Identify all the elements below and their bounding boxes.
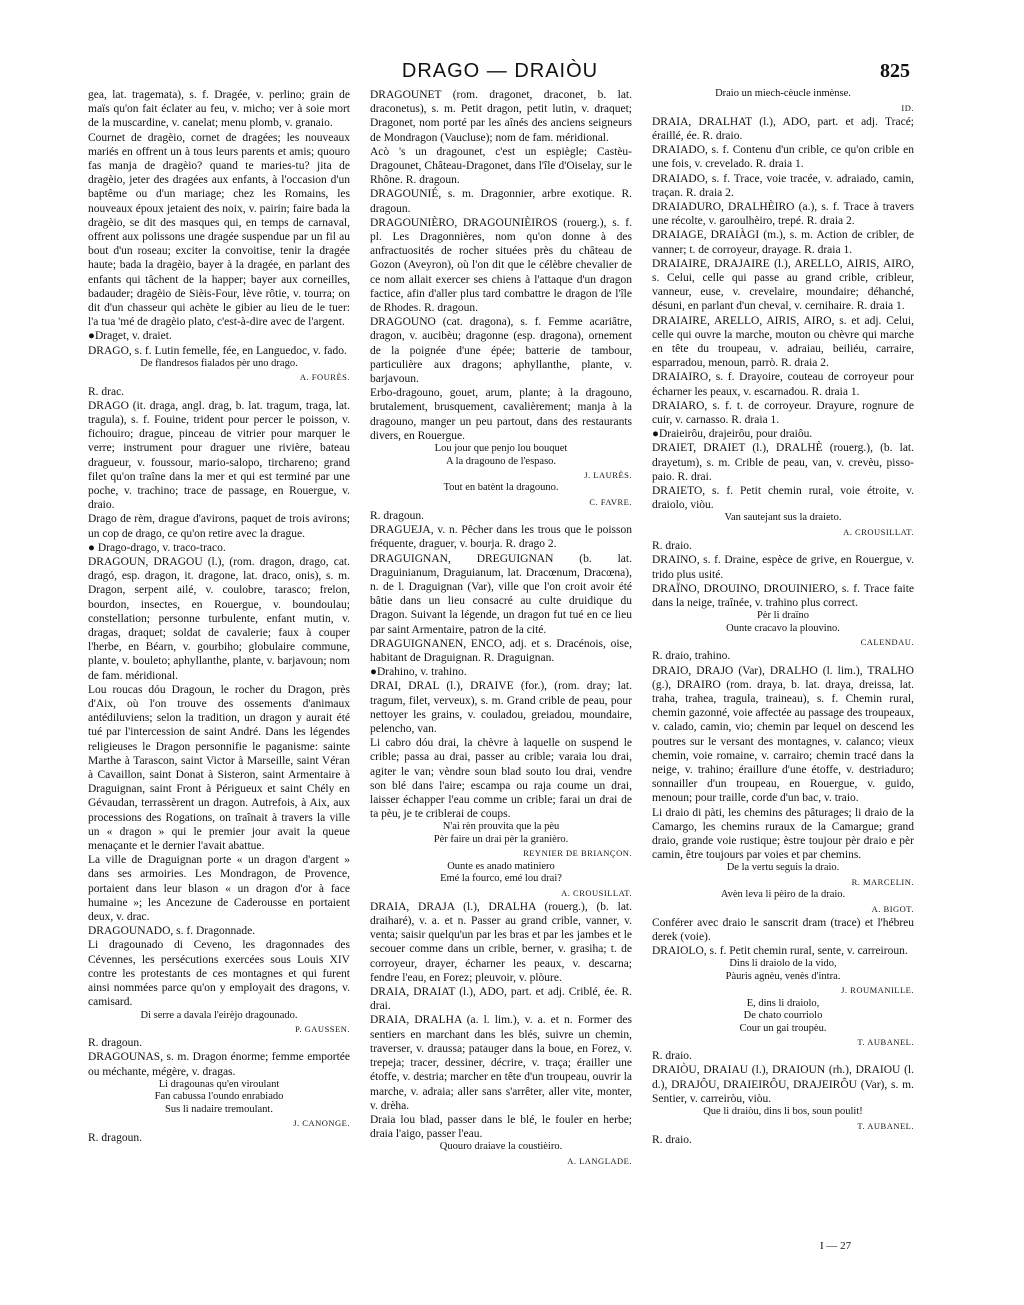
dictionary-entry: DRAGOUNO (cat. dragona), s. f. Femme acariâtre, dragon, v. aucibèu; dragonne (esp. dragona), ornement de la poignée d'une épée; batterie de tambour, particulière aux dragons; aphyllanthe, plante, v. barjavoun. — [370, 316, 632, 386]
citation-verse: Tout en batènt la dragouno. — [443, 482, 559, 494]
dictionary-entry: DRAGOUNIÈRO, DRAGOUNIÈIROS (rouerg.), s. f. pl. Les Dragonnières, nom qu'on donne à des anfractuosités de rocher situées près du château de Gozon (Aveyron), où l'on dit que le célèbre chevalier de ce nom allait exercer ses chiens à l'attaque d'un dragon factice, afin d'aller plus tard combattre le dragon de l'île de Rhodes. R. dragoun. — [370, 216, 632, 315]
dictionary-entry: DRAIA, DRAJA (l.), DRALHA (rouerg.), (b. lat. draiharé), v. a. et n. Passer au grand crible, vanner, v. venta; saisir quelqu'un par les bras et par les jambes et le secouer comme dans un crible, berner, v. grasiha; t. de corroyeur, drayer, écharner les peaux, v. descarna; fendre l'eau, en Forez; pleuvoir, v. plòure. — [370, 900, 632, 984]
dictionary-entry: R. drac. — [88, 385, 125, 398]
citation-author: A. BIGOT. — [871, 903, 914, 914]
dictionary-entry: Li draio di pàti, les chemins des pâturages; li draio de la Camargo, les chemins ruraux de la Camargue; grand draio, grande voie rustique; èstre toujour pèr draio e pèr camin, être toujours par voies et par chemins. — [652, 806, 914, 862]
dictionary-entry: La ville de Draguignan porte « un dragon d'argent » dans ses armoiries. Les Mondragon, de Provence, portaient dans leur blason « un dragon d'or à face humaine »; les Ancezune de Caderousse en portaient deux, v. drac. — [88, 854, 350, 924]
dictionary-entry: DRAIAIRO, s. f. Drayoire, couteau de corroyeur pour écharner les peaux, v. escarnadou. R. draia 1. — [652, 371, 914, 398]
dictionary-entry: ● Drago-drago, v. traco-traco. — [88, 541, 226, 554]
dictionary-entry: DRAGUIGNANEN, ENCO, adj. et s. Dracénois, oise, habitant de Draguignan. R. Draguignan. — [370, 637, 632, 665]
dictionary-entry: ●Drahino, v. trahino. — [370, 666, 467, 679]
dictionary-entry: Li dragounado di Ceveno, les dragonnades des Cévennes, les persécutions exercées sous Louis XIV contre les protestants de ces montagnes et qui furent ainsi nommées parce qu'on y employait des dragons, v. camisard. — [88, 939, 350, 1009]
citation-verse: Lou jour que penjo lou bouquet A la dragouno de l'espaso. — [434, 443, 568, 467]
dictionary-entry: DRAIO, DRAJO (Var), DRALHO (l. lim.), TRALHO (g.), DRAIRO (rom. draya, b. lat. draya, dreissa, lat. traha, trahea, tragula, traineau), s. f. Chemin rural, chemin gazonné, voie affectée au passage des troupeaux, v. calado, camin, vio; chemin par lequel on descend les poutres sur le versant des montagnes, v. calanco; vieux chemin, voie romaine, v. carrairo; chemin tracé dans la neige, v. trahino; éraillure d'une étoffe, v. destriaduro; sonnailler d'un troupeau, en Rouergue, v. guido, menoun; pour traille, corde d'un bac, v. traio. — [652, 664, 914, 805]
citation-verse: Ounte es anado matiniero Emé la fourco, emé lou drai? — [440, 860, 562, 885]
citation-verse: N'ai rèn prouvita que la pèu Pèr faire un drai pèr la granièro. — [433, 821, 569, 845]
citation-verse: Van sautejant sus la draieto. — [724, 512, 842, 524]
dictionary-entry: DRAGOUNADO, s. f. Dragonnade. — [88, 925, 256, 938]
dictionary-entry: R. draio. — [652, 1133, 692, 1146]
dictionary-entry: DRAGOUNET (rom. dragonet, draconet, b. lat. draconetus), s. m. Petit dragon, petit lutin, v. draquet; Dragonet, nom porté par les aînés des anciens seigneurs de Mondragon (Vaucluse); nom de fam. méridional. — [370, 89, 632, 144]
dictionary-entry: DRAGO, s. f. Lutin femelle, fée, en Languedoc, v. fado. — [88, 344, 347, 357]
column-3 — [652, 88, 914, 1147]
dictionary-entry: DRAGO (it. draga, angl. drag, b. lat. tragum, traga, lat. tragula), s. f. Fouine, trident pour percer le poisson, v. fichouiro; drague, pinceau de vitrier pour marquer le verre; instrument pour draguer une rivière, bateau dragueur, v. foussour, mario-salopo, tirchareno; grand filet qu'on traîne dans la mer et qui est terminé par une poche, v. trachino; trace de passage, en Rouergue, v. draio. — [88, 399, 350, 512]
dictionary-entry: DRAGUIGNAN, DREGUIGNAN (b. lat. Draguinianum, Draguianum, lat. Dracœnum, Dracœna), n. de l. Draguignan (Var), ville que l'on croit avoir été bâtie dans un lieu consacré au culte druidique du Dragon. Suivant la légende, un dragon fut tué en ce lieu par saint Armentaire, patron de la cité. — [370, 552, 632, 636]
dictionary-entry: DRAI, DRAL (l.), DRAIVE (for.), (rom. dray; lat. tragum, filet, verveux), s. m. Grand crible de peau, pour nettoyer les grains, v. couladou, greiadou, moundaire, pelencho, van. — [370, 680, 632, 736]
dictionary-entry: ●Draget, v. draiet. — [88, 330, 172, 343]
citation-verse: Que li draiòu, dins li bos, soun poulit! — [703, 1106, 863, 1118]
dictionary-entry: Li cabro dóu drai, la chèvre à laquelle on suspend le crible; passa au drai, passer au crible; varaia lou drai, agiter le van; vèndre soun blad souto lou drai, vendre son blé dans l'aire; escampa ou raja coume un drai, laisser échapper l'eau comme un crible; farai un drai de ta pèu, je te criblerai de coups. — [370, 737, 632, 821]
citation-author: CALENDAU. — [860, 637, 914, 648]
column-2 — [370, 88, 632, 1168]
dictionary-entry: Lou roucas dóu Dragoun, le rocher du Dragon, près d'Aix, où l'on trouve des ossements d'animaux antédiluviens; selon la tradition, un dragon y aurait été tué par l'intercession de saint André. Dans les légendes religieuses le Dragon personnifie le paganisme: sainte Marthe à Tarascon, saint Victor à Marseille, saint Véran à Cavaillon, saint Donat à Sisteron, saint Armentaire à Draguignan, saint Front à Périgueux et saint Chély en Gévaudan, terrassèrent un dragon. Autrefois, à Aix, aux processions des Rogations, on traînait à travers la ville un « dragon » qui le premier jour avait la queue menaçante et le dernier l'avait abattue. — [88, 683, 350, 853]
citation-author: R. MARCELIN. — [851, 876, 914, 887]
citation-verse: Di serre a davala l'eirèjo dragounado. — [140, 1009, 298, 1021]
dictionary-entry: DRAGOUNIÉ, s. m. Dragonnier, arbre exotique. R. dragoun. — [370, 188, 632, 215]
dictionary-entry: DRAGUEJA, v. n. Pêcher dans les trous que le poisson fréquente, draguer, v. bourja. R. drago 2. — [370, 524, 632, 551]
citation-author: P. GAUSSEN. — [295, 1024, 350, 1034]
citation-verse: Pèr li draïno Ounte cracavo la plouvino. — [726, 610, 840, 634]
dictionary-entry: DRAGOUN, DRAGOU (l.), (rom. dragon, drago, cat. dragó, esp. dragon, it. dragone, lat. draco, onis), s. m. Dragon, serpent ailé, v. coulobre, tarasco; frelon, bourdon, insectes, en Rouergue, v. boundoulau; constellation; personne turbulente, enfant mutin, v. dragas, draquet; soldat de cavalerie; faux à couper l'herbe, en Béarn, v. gourbiho; globulaire commune, plante, v. bouleto; aphyllanthe, plante, v. barjavoun; nom de fam. méridional. — [88, 556, 350, 682]
citation-author: A. LANGLADE. — [567, 1155, 632, 1166]
dictionary-entry: Erbo-dragouno, gouet, arum, plante; à la dragouno, brutalement, brusquement, cavalièrement; manja à la dragouno, manger un peu partout, dans des restaurants divers, en Rouergue. — [370, 387, 632, 442]
dictionary-entry: DRAIÒU, DRAIAU (l.), DRAIOUN (rh.), DRAIOU (l. d.), DRAJÔU, DRAIEIRÔU, DRAJEIRÔU (Var), s. m. Sentier, v. carreiròu, viòu. — [652, 1064, 914, 1105]
dictionary-entry: DRAIAGE, DRAIÀGI (m.), s. m. Action de cribler, de vanner; t. de corroyeur, drayage. R. draia 1. — [652, 229, 914, 256]
citation-author: A. FOURÈS. — [299, 372, 350, 383]
dictionary-entry: DRAIOLO, s. f. Petit chemin rural, sente, v. carreiroun. — [652, 945, 908, 958]
dictionary-entry: Cournet de dragèio, cornet de dragées; les nouveaux mariés en offrent un à tous leurs parents et amis; quouro fas manja de dragèio? quand te maries-tu? jita de dragèio, jeter des dragées aux enfants, à l'occasion d'un baptême ou d'un mariage; chez les Romains, les nouveaux époux jetaient des noix, v. pairin; faire bada la dragèio, se dit des masques qui, en temps de carnaval, offrent aux polissons une dragée suspendue par un fil au bout d'un roseau; exciter la convoitise, tenir la dragée haute; bada la dragèio, bayer à la dragée, en parlant des enfants qui tâchent de la happer; bayer aux corneilles, badauder; dragèio de Sièis-Four, lève rôtie, v. tourra; on dit d'un chasseur qui achète le gibier au lieu de le tuer: l'a tua 'mé de dragèio plato, c'est-à-dire avec de l'argent. — [88, 131, 350, 329]
dictionary-entry: DRAIET, DRAIET (l.), DRALHÈ (rouerg.), (b. lat. drayetum), s. m. Crible de peau, van, v. crevèu, pisso-paio. R. drai. — [652, 442, 914, 483]
dictionary-entry: Draia lou blad, passer dans le blé, le fouler en herbe; draia l'aigo, passer l'eau. — [370, 1113, 632, 1141]
dictionary-entry: DRAIA, DRALHA (a. l. lim.), v. a. et n. Former des sentiers en marchant dans les blés, suivre un chemin, traverser, v. draussa; patauger dans la boue, en Forez, v. trepeja; tracer, dessiner, décrire, v. traça; érailler une étoffe, v. destria; marcher en tête d'un troupeau, ouvrir la marche, v. adraia; aller sans s'arrêter, aller vite, monter, v. drèha. — [370, 1014, 632, 1112]
citation-verse: De la vertu seguis la draio. — [726, 862, 840, 874]
dictionary-entry: DRAIAIRE, DRAJAIRE (l.), ARELLO, AIRIS, AIRO, s. Celui, celle qui passe au grand crible, cribleur, vanneur, euse, v. crevelaire, moundaire; déhanché, désuni, en parlant d'un cheval, v. cernihaire. R. draia 1. — [652, 257, 914, 313]
dictionary-entry: Drago de rèm, drague d'avirons, paquet de trois avirons; un cop de drago, ce qu'on retire avec la drague. — [88, 513, 350, 540]
citation-author: A. CROUSILLAT. — [561, 887, 632, 898]
citation-author: A. CROUSILLAT. — [843, 526, 914, 537]
dictionary-entry: DRAIARO, s. f. t. de corroyeur. Drayure, rognure de cuir, v. carnasso. R. draia 1. — [652, 399, 914, 426]
dictionary-entry: ●Draieirôu, drajeirôu, pour draiôu. — [652, 428, 813, 441]
dictionary-entry: R. dragoun. — [88, 1037, 142, 1050]
citation-verse: Quouro draiave la coustièiro. — [439, 1141, 563, 1153]
citation-author: C. FAVRE. — [589, 496, 632, 507]
citation-verse: Draio un miech-cèucle inmènse. — [715, 88, 851, 99]
citation-author: J. LAURÈS. — [584, 470, 632, 481]
page-header — [90, 52, 910, 82]
dictionary-entry: DRAIADURO, DRALHÈIRO (a.), s. f. Trace à travers une récolte, v. garoulhèiro, trepé. R. draia 2. — [652, 200, 914, 228]
citation-author: T. AUBANEL. — [857, 1120, 914, 1131]
dictionary-entry: DRAIADO, s. f. Trace, voie tracée, v. adraiado, camin, traçan. R. draia 2. — [652, 172, 914, 199]
citation-author: REYNIER DE BRIANÇON. — [523, 848, 632, 859]
page-number: 825 — [880, 60, 910, 82]
dictionary-entry: Acò 's un dragounet, c'est un espiègle; Castèu-Dragounet, Château-Dragonet, dans l'île d'Oiselay, sur le Rhône. R. dragoun. — [370, 145, 632, 187]
citation-author: ID. — [901, 102, 914, 113]
dictionary-entry: R. draio. — [652, 1050, 692, 1063]
dictionary-entry: DRAIA, DRAIAT (l.), ADO, part. et adj. Criblé, ée. R. drai. — [370, 986, 632, 1013]
citation-verse: Dins li draiolo de la vido, Pàuris agnèu, venès d'intra. — [725, 958, 841, 982]
citation-verse: De flandresos fialados pèr uno drago. — [140, 357, 298, 369]
column-1 — [88, 88, 350, 1145]
dictionary-entry: DRAIA, DRALHAT (l.), ADO, part. et adj. Tracé; éraillé, ée. R. draio. — [652, 115, 914, 142]
dictionary-entry: R. draio, trahino. — [652, 650, 731, 663]
dictionary-entry: DRAIETO, s. f. Petit chemin rural, voie étroite, v. draiolo, viòu. — [652, 484, 914, 512]
citation-verse: Li dragounas qu'en viroulant Fan cabussa l'oundo enrabiado Sus li nadaire tremoulant. — [154, 1078, 284, 1115]
dictionary-entry: DRAIADO, s. f. Contenu d'un crible, ce qu'on crible en une fois, v. crevelado. R. draia 1. — [652, 144, 914, 171]
dictionary-entry: DRAINO, s. f. Draine, espèce de grive, en Rouergue, v. trido plus usité. — [652, 554, 914, 581]
dictionary-entry: R. draio. — [652, 540, 692, 553]
dictionary-entry: R. dragoun. — [88, 1131, 142, 1144]
dictionary-entry: DRAGOUNAS, s. m. Dragon énorme; femme emportée ou méchante, mégère, v. dragas. — [88, 1051, 350, 1078]
citation-verse: Avèn leva li pèiro de la draio. — [720, 889, 846, 901]
running-head: DRAGO — DRAIÒU — [401, 60, 599, 82]
citation-verse: E, dins li draiolo, De chato courriolo Cour un gai troupèu. — [739, 997, 827, 1034]
dictionary-entry: DRAÏNO, DROUINO, DROUINIERO, s. f. Trace faite dans la neige, traînée, v. trahino plus correct. — [652, 582, 914, 609]
dictionary-entry: Conférer avec draio le sanscrit dram (trace) et l'hébreu derek (voie). — [652, 916, 914, 943]
citation-author: J. ROUMANILLE. — [841, 985, 914, 996]
citation-author: J. CANONGE. — [293, 1118, 350, 1129]
dictionary-entry: DRAIAIRE, ARELLO, AIRIS, AIRO, s. et adj. Celui, celle qui ouvre la marche, mouton ou chèvre qui marche en tête du troupeau, v. adraiau, beiliéu, carraire, esparradou, menoun, parrò. R. draia 2. — [652, 314, 914, 370]
dictionary-entry: gea, lat. tragemata), s. f. Dragée, v. perlino; grain de maïs qu'on fait éclater au feu, v. micho; ver à soie mort de la muscardine, v. canelat; menu plomb, v. granaio. — [88, 89, 350, 130]
citation-author: T. AUBANEL. — [857, 1037, 914, 1048]
signature-mark: I — 27 — [820, 1240, 852, 1252]
dictionary-entry: R. dragoun. — [370, 509, 424, 522]
